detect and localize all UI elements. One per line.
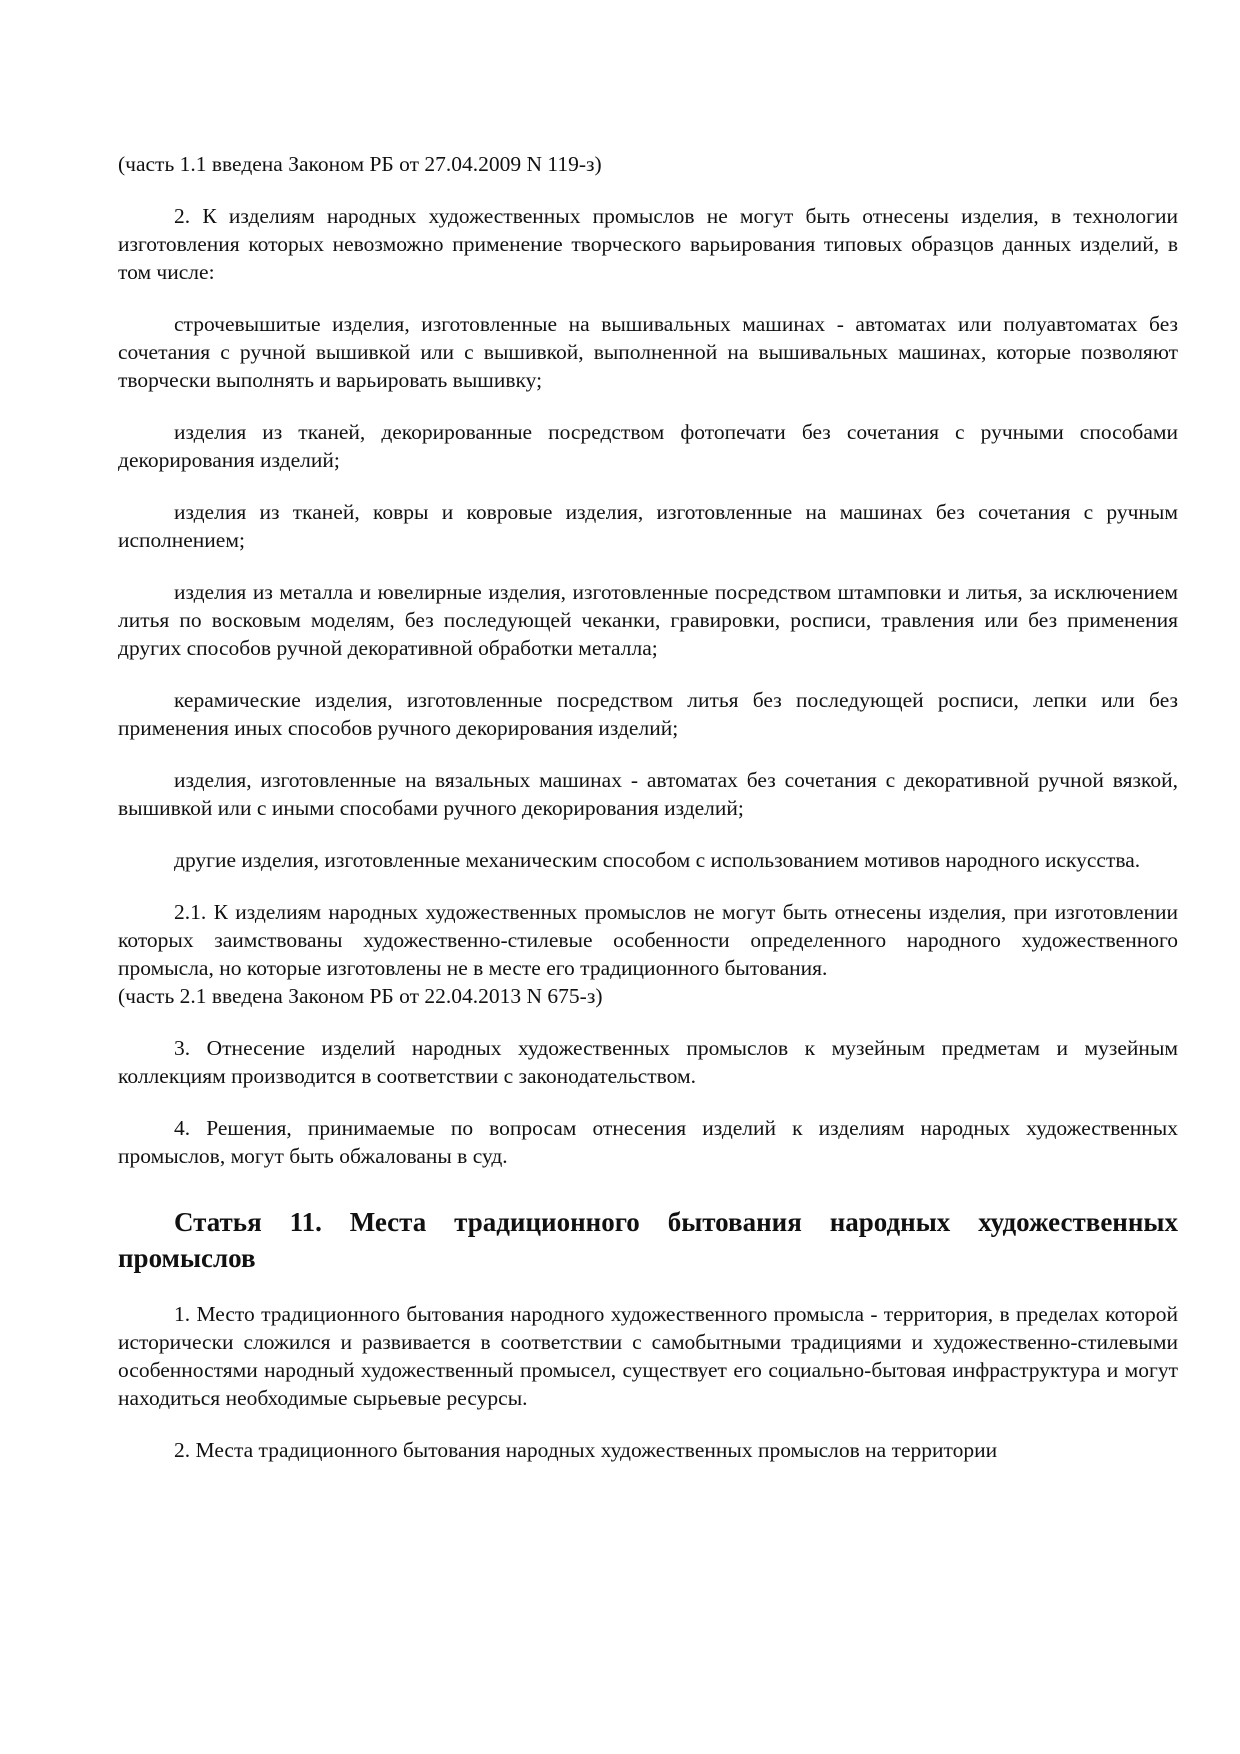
amendment-note-2-1: (часть 2.1 введена Законом РБ от 22.04.2013 N 675-з): [118, 984, 603, 1008]
amendment-note-1-1: (часть 1.1 введена Законом РБ от 27.04.2009 N 119-з): [118, 152, 602, 176]
list-item: изделия из тканей, ковры и ковровые изделия, изготовленные на машинах без сочетания с ручным исполнением;: [118, 500, 1178, 552]
list-item: изделия из тканей, декорированные посредством фотопечати без сочетания с ручными способами декорирования изделий;: [118, 420, 1178, 472]
paragraph-2-1: 2.1. К изделиям народных художественных промыслов не могут быть отнесены изделия, при изготовлении которых заимствованы художественно-стилевые особенности определенного народного художественного промысла, но которые изготовлены не в месте его традиционного бытования.: [118, 900, 1178, 980]
list-item: другие изделия, изготовленные механическим способом с использованием мотивов народного искусства.: [174, 848, 1141, 872]
list-item: изделия, изготовленные на вязальных машинах - автоматах без сочетания с декоративной ручной вязкой, вышивкой или с иными способами ручного декорирования изделий;: [118, 768, 1178, 820]
article-11-paragraph-2: 2. Места традиционного бытования народных художественных промыслов на территории: [174, 1438, 998, 1462]
document-page: [118, 150, 1178, 1464]
article-11-heading: Статья 11. Места традиционного бытования народных художественных промыслов: [118, 1207, 1178, 1273]
paragraph-4: 4. Решения, принимаемые по вопросам отнесения изделий к изделиям народных художественных промыслов, могут быть обжалованы в суд.: [118, 1116, 1178, 1168]
list-item: изделия из металла и ювелирные изделия, изготовленные посредством штамповки и литья, за исключением литья по восковым моделям, без последующей чеканки, гравировки, росписи, травления или без применения других способов ручной декоративной обработки металла;: [118, 580, 1178, 660]
list-item: керамические изделия, изготовленные посредством литья без последующей росписи, лепки или без применения иных способов ручного декорирования изделий;: [118, 688, 1178, 740]
paragraph-3: 3. Отнесение изделий народных художественных промыслов к музейным предметам и музейным коллекциям производится в соответствии с законодательством.: [118, 1036, 1178, 1088]
list-item: строчевышитые изделия, изготовленные на вышивальных машинах - автоматах или полуавтоматах без сочетания с ручной вышивкой или с вышивкой, выполненной на вышивальных машинах, которые позволяют творчески выполнять и варьировать вышивку;: [118, 312, 1178, 392]
article-11-paragraph-1: 1. Место традиционного бытования народного художественного промысла - территория, в пределах которой исторически сложился и развивается в соответствии с самобытными традициями и художественно-стилевыми особенностями народный художественный промысел, существует его социально-бытовая инфраструктура и могут находиться необходимые сырьевые ресурсы.: [118, 1302, 1178, 1410]
paragraph-2: 2. К изделиям народных художественных промыслов не могут быть отнесены изделия, в технологии изготовления которых невозможно применение творческого варьирования типовых образцов данных изделий, в том числе:: [118, 204, 1178, 284]
